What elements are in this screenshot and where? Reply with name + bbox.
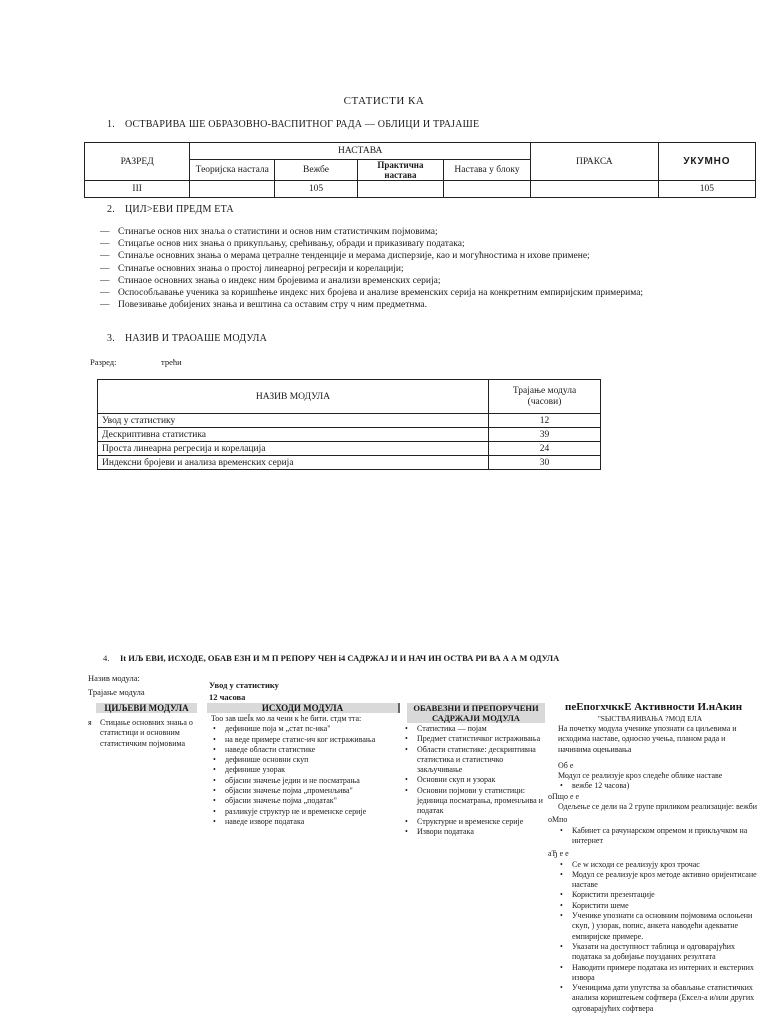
header-nastava: НАСТАВА [190, 143, 531, 160]
header-naziv-modula: НАЗИВ МОДУЛА [98, 380, 489, 414]
list-item: — Стинаље основних знања о мерама цетралне тенденције и мерама дисперзије, као и могућностима н ихове примене; [100, 251, 590, 262]
header-razred: РАЗРЕД [85, 143, 190, 181]
podela-text: Одељење се дели на 2 групе приликом реализације: вежби [558, 802, 758, 812]
preporuke-list [558, 860, 758, 1014]
section-title: ЦИЛ>ЕВИ ПРЕДМ ЕТА [125, 204, 234, 215]
header-ukupno: УКУМНО [658, 143, 755, 181]
header-blok: Настава у блоку [444, 160, 531, 181]
list-item: • Користити шеме [558, 901, 758, 911]
aktivnosti-intro: На почетку модула ученике упознати са циљевима и исходима наставе, односно учења, планом рада и начинима оцењивања [558, 724, 737, 754]
list-item: • наведе изворе података [211, 817, 403, 827]
list-item: — Стинаґье основних знања о простој линеарној регресији и корелацији; [100, 263, 404, 274]
table-row: Проста линеарна регресија и корелација 24 [98, 442, 601, 456]
header-trajanje: Трајање модула (часови) [489, 380, 601, 414]
obavezni-list [403, 724, 549, 837]
podela-label: оПщо е е [548, 791, 580, 801]
ishodi-column [211, 714, 403, 827]
table-row: Увод у статистику 12 [98, 414, 601, 428]
cell-blok [444, 181, 531, 198]
section-number: 1. [107, 119, 115, 130]
trajanje-value: 12 часова [209, 692, 246, 702]
list-item: — Оспособљавање ученика за коришћење индекс них бројева и анализе временских серија на конкретним емпиријским примерима; [100, 287, 644, 298]
list-item: — Стицаґье основ них знања о прикупљању, срећивању, обради и приказиваґу података; [100, 239, 465, 250]
list-item: • Се w исходи се реализују кроз трочас [558, 860, 758, 870]
list-item: • Ученицима дати упутства за обављање статистичких анализа кориштењем софтвера (Ексел-а и/или других одговарајућих софтвера [558, 983, 758, 1014]
obavezni-column [403, 724, 549, 837]
list-item: — Стинаое основних знања о индекс ним бројевима и анализи временских серија; [100, 275, 441, 286]
list-item: • вежбе 12 часова) [558, 781, 758, 791]
aktivnosti-column [548, 724, 758, 1014]
section-title: ОСТВАРИВА ШЕ ОБРАЗОВНО-ВАСПИТНОГ РАДА — ОБЛИЦИ И ТРАЈАШЕ [125, 119, 480, 130]
list-item: • дефинише основни скуп [211, 755, 403, 765]
obavezni-header: ОБАВЕЗНИ И ПРЕПОРУЧЕНИ САДРЖАЈИ МОДУЛА [407, 703, 545, 723]
ishodi-intro: Тоо зав шеЇк мо ла чени к he бити. стдм тта: [211, 714, 362, 723]
header-teorijska: Теоријска настала [190, 160, 275, 181]
list-item: • Области статистике: дескриптивна статистика и статистичко закључивање [403, 745, 549, 776]
cell-vezbe: 105 [275, 181, 358, 198]
list-item: • на веде примере статис-ич ког истраживања [211, 735, 403, 745]
section-title: НАЗИВ И ТРАОАШЕ МОДУЛА [125, 333, 267, 344]
list-item: • Извори података [403, 827, 549, 837]
ciljevi-column [88, 718, 196, 749]
list-item: • објасни значење једин и не посматрања [211, 776, 403, 786]
cell-teorijska [190, 181, 275, 198]
cell-razred: III [85, 181, 190, 198]
trajanje-label: Трајање модула [88, 687, 145, 697]
list-item: • Наводити примере података из интерних и екстерних извора [558, 963, 758, 984]
list-item: • дефинише узорак [211, 765, 403, 775]
header-prakticna: Практична настава [357, 160, 443, 181]
list-item: • Статистика — појам [403, 724, 549, 734]
razred-value: трећи [161, 357, 182, 367]
list-item: • Предмет статистичког истраживања [403, 734, 549, 744]
cell-praksa [530, 181, 658, 198]
mesto-label: оМпо [548, 815, 568, 825]
goals-list [100, 226, 643, 311]
razred-label: Разред: [90, 357, 117, 367]
section-3-heading [107, 333, 267, 344]
list-item: • разликује структур не и временске серије [211, 807, 403, 817]
section-number: 3. [107, 333, 115, 344]
ciljevi-header: ЦИЉЕВИ МОДУЛА [96, 703, 197, 713]
list-item: • наведе области статистике [211, 745, 403, 755]
section-number: 2. [107, 204, 115, 215]
naziv-label: Назив модула: [88, 673, 140, 683]
list-item: • дефинише поја м „стат пс-ика" [211, 724, 403, 734]
section-2-heading [107, 204, 234, 215]
classes-table [84, 142, 756, 198]
naziv-value: Увод у статистику [209, 680, 279, 690]
preporuke-label: аЂ е е [548, 849, 569, 859]
oblici-text: Модул се реализује кроз следеће облике наставе [558, 771, 723, 781]
oblici-label: Об е [558, 760, 574, 770]
list-item: • Структурне и временске серије [403, 817, 549, 827]
list-item: • Користити презентације [558, 890, 758, 900]
list-item: • Модул се реализује кроз методе активно оријентисане наставе [558, 870, 758, 891]
ishodi-header: ИСХОДИ МОДУЛА [207, 703, 400, 713]
list-item: • Основни појмови у статистици: јединица посматрања, променљива и податак [403, 786, 549, 817]
header-vezbe: Вежбе [275, 160, 358, 181]
cell-prakticna [357, 181, 443, 198]
section-4-heading: 4. It ИЉ ЕВИ, ИСХОДЕ, ОБАВ ЕЗН И М П РЕПОРУ ЧЕН i4 САДРЖАЈ И И НАЧ ИН ОСТВА РИ ВА А А М ОДУЛА [103, 653, 560, 663]
list-item: • Указати на доступност таблица и одговарајућих података за добијање поузданих резултата [558, 942, 758, 963]
list-item: • Ученике упознати са основним појмовима ослоњени скуп, ) узорак, попис, анкета наводећи адекватне емпиријске примере. [558, 911, 758, 942]
aktivnosti-subheader: ''ЅЫСТВАЯИВАЊА ?МОД ЕЛА [598, 714, 703, 723]
cell-ukupno: 105 [658, 181, 755, 198]
section-1-heading [107, 119, 479, 130]
list-item: • објасни значење појма „податак" [211, 796, 403, 806]
list-item: • Кабинет са рачунарском опремом и прикључком на интернет [558, 826, 758, 847]
table-row: Дескриптивна статистика 39 [98, 428, 601, 442]
table-row: Индексни бројеви и анализа временских серија 30 [98, 456, 601, 470]
modules-table [97, 379, 601, 470]
ishodi-list [211, 724, 403, 827]
list-item: — Стинагье основ них знаља о статистини и основ ним статистичким појмовима; [100, 227, 438, 237]
list-item: я Стицање основних знања о статистици и основним статистичким појмовима [88, 718, 193, 748]
header-praksa: ПРАКСА [530, 143, 658, 181]
aktivnosti-header: пеЕпогхчккЕ Активности И.нАкин [565, 701, 743, 713]
document-title: СТАТИСТИ КА [343, 95, 425, 107]
list-item: • објасни значење појма „променљива" [211, 786, 403, 796]
list-item: • Основни скуп и узорак [403, 775, 549, 785]
list-item: — Повезивање добијених знања и вештина са оставим стру ч ним предметнма. [100, 300, 428, 311]
